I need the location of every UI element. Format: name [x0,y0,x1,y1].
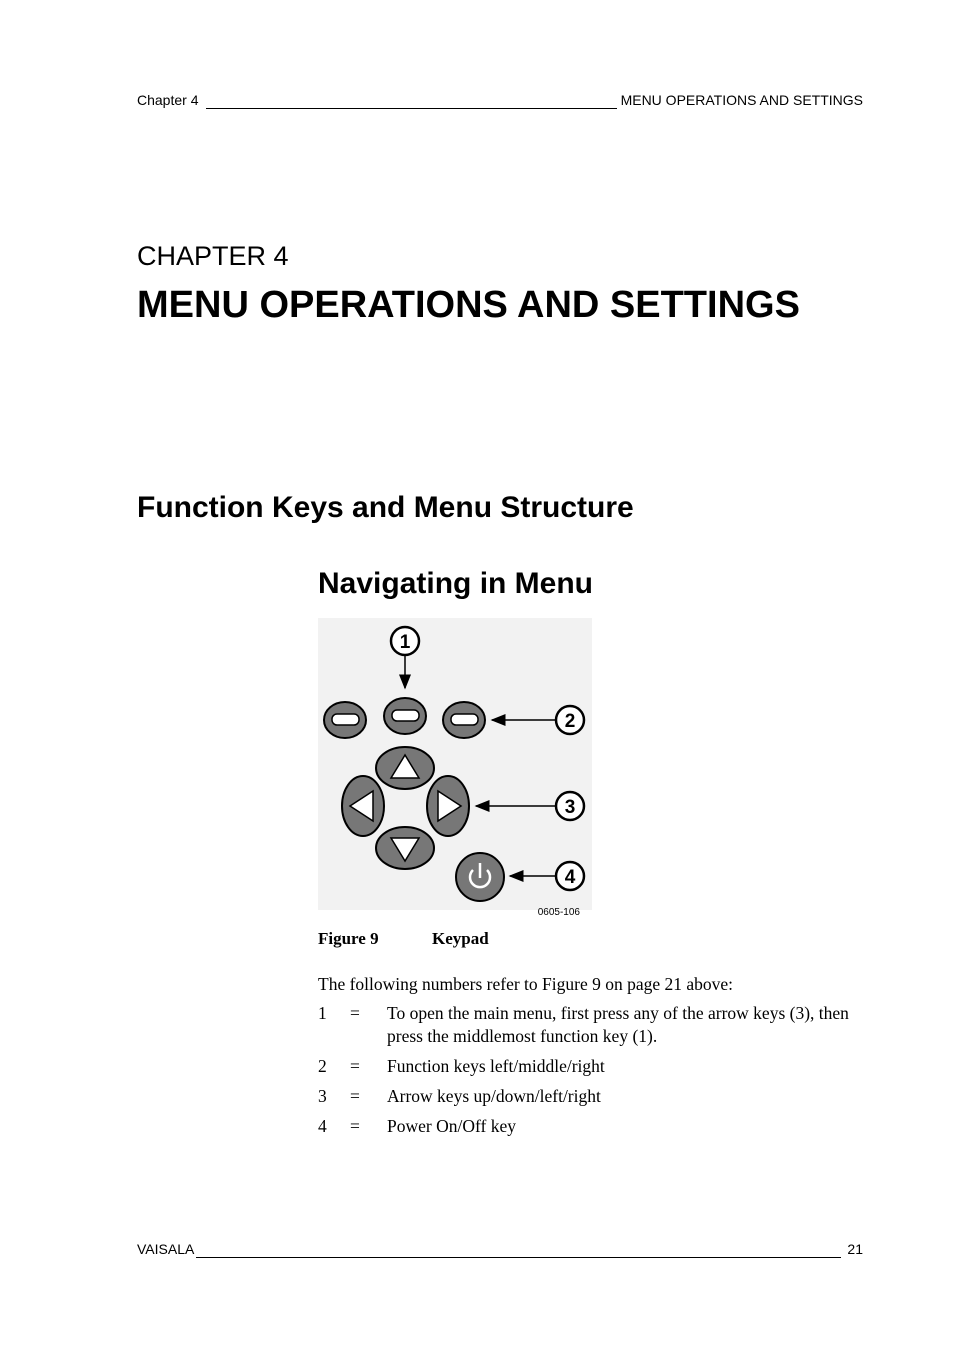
svg-text:4: 4 [564,867,576,888]
section-title: Function Keys and Menu Structure [137,491,634,524]
svg-text:3: 3 [564,797,576,818]
function-key-right-icon [443,702,485,738]
function-key-left-icon [324,702,366,738]
legend-list [318,1002,863,1145]
footer-brand: VAISALA [137,1241,195,1257]
power-key-icon [456,853,504,901]
arrow-right-key-icon [427,776,469,836]
svg-text:1: 1 [399,632,411,653]
header-rule [206,94,616,109]
list-item: 4 = Power On/Off key [318,1116,516,1136]
keypad-diagram [318,618,592,918]
list-item: 1 = To open the main menu, first press any of the arrow keys (3), then press the middlemost function key (1). [318,1003,849,1046]
header-chapter: Chapter 4 [137,92,199,108]
svg-text:2: 2 [564,711,576,732]
subsection-title: Navigating in Menu [318,567,594,600]
figure-caption [318,928,489,950]
chapter-label: CHAPTER 4 [137,241,289,271]
page-footer [137,1240,863,1258]
page-number: 21 [847,1241,863,1257]
chapter-title: MENU OPERATIONS AND SETTINGS [137,284,800,326]
arrow-down-key-icon [376,827,434,869]
figure-caption-text: Keypad [432,929,489,948]
footer-rule [196,1243,841,1258]
list-item: 2 = Function keys left/middle/right [318,1056,605,1076]
header-title: MENU OPERATIONS AND SETTINGS [620,92,863,108]
list-item: 3 = Arrow keys up/down/left/right [318,1086,601,1106]
page-header [137,91,863,109]
arrow-up-key-icon [376,747,434,789]
intro-paragraph: The following numbers refer to Figure 9 on page 21 above: [318,974,734,994]
figure-caption-number: Figure 9 [318,929,379,948]
keypad-figure [318,618,592,918]
function-key-middle-icon [384,698,426,734]
arrow-left-key-icon [342,776,384,836]
figure-image-code: 0605-106 [537,907,580,918]
